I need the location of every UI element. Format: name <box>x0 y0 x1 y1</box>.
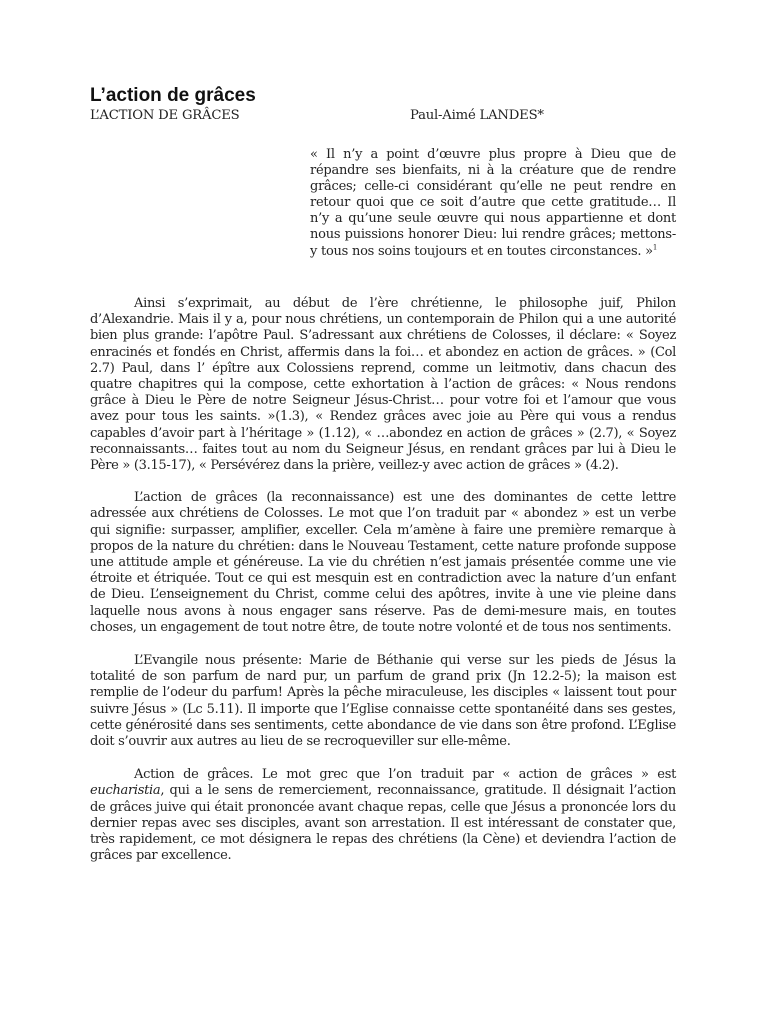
paragraph-2: L’action de grâces (la reconnaissance) est une des dominantes de cette lettre adressée aux chrétiens de Colosses. Le mot que l’on traduit par « abondez » est un verbe qui signifie: surpasser, amplifier, exceller. Cela m’amène à faire une première remarque à propos de la nature du chrétien: dans le Nouveau Testament, cette nature profonde suppose une attitude ample et généreuse. La vie du chrétien n’est jamais présentée comme une vie étroite et étriquée. Tout ce qui est mesquin est en contradiction avec la nature d’un enfant de Dieu. L’enseignement du Christ, comme celui des apôtres, invite à une vie pleine dans laquelle nous avons à nous engager sans réserve. Pas de demi-mesure mais, en toutes choses, un engagement de tout notre être, de toute notre volonté et de tous nos sentiments. <box>90 490 676 635</box>
paragraph-4-start: Action de grâces. Le mot grec que l’on traduit par « action de grâces » est <box>134 767 676 783</box>
body-text <box>90 296 676 881</box>
epigraph-quote <box>310 147 676 260</box>
epigraph-text: « Il n’y a point d’œuvre plus propre à Dieu que de répandre ses bienfaits, ni à la créature que de rendre grâces; celle-ci considérant qu’elle ne peut rendre en retour quoi que ce soit d’autre que cette gratitude… Il n’y a qu’une seule œuvre qui nous appartienne et dont nous puissions honorer Dieu: lui rendre grâces; mettons-y tous nos soins toujours et en toutes circonstances. » <box>310 147 676 259</box>
paragraph-3: L’Evangile nous présente: Marie de Béthanie qui verse sur les pieds de Jésus la totalité de son parfum de nard pur, un parfum de grand prix (Jn 12.2-5); la maison est remplie de l’odeur du parfum! Après la pêche miraculeuse, les disciples « laissent tout pour suivre Jésus » (Lc 5.11). Il importe que l’Eglise connaisse cette spontanéité dans ses gestes, cette générosité dans ses sentiments, cette abondance de vie dans son être profond. L’Eglise doit s’ouvrir aux autres au lieu de se recroqueviller sur elle-même. <box>90 653 676 750</box>
document-title: L’action de grâces <box>90 85 256 106</box>
author-name: Paul-Aimé LANDES* <box>410 108 544 123</box>
subtitle-row <box>90 106 680 126</box>
greek-term: eucharistia <box>90 783 161 799</box>
footnote-marker: 1 <box>652 243 658 252</box>
document-subtitle: L’ACTION DE GRÂCES <box>90 108 240 123</box>
paragraph-4 <box>90 767 676 864</box>
paragraph-1: Ainsi s’exprimait, au début de l’ère chrétienne, le philosophe juif, Philon d’Alexandrie. Mais il y a, pour nous chrétiens, un contemporain de Philon qui a une autorité bien plus grande: l’apôtre Paul. S’adressant aux chrétiens de Colosses, il déclare: « Soyez enracinés et fondés en Christ, affermis dans la foi… et abondez en action de grâces. » (Col 2.7) Paul, dans l’ épître aux Colossiens reprend, comme un leitmotiv, dans chacun des quatre chapitres qui la compose, cette exhortation à l’action de grâces: « Nous rendons grâce à Dieu le Père de notre Seigneur Jésus-Christ… pour votre foi et l’amour que vous avez pour tous les saints. »(1.3), « Rendez grâces avec joie au Père qui vous a rendus capables d’avoir part à l’héritage » (1.12), « …abondez en action de grâces » (2.7), « Soyez reconnaissants… faites tout au nom du Seigneur Jésus, en rendant grâces par lui à Dieu le Père » (3.15-17), « Persévérez dans la prière, veillez-y avec action de grâces » (4.2). <box>90 296 676 474</box>
paragraph-4-end: , qui a le sens de remerciement, reconnaissance, gratitude. Il désignait l’action de grâces juive qui était prononcée avant chaque repas, celle que Jésus a prononcée lors du dernier repas avec ses disciples, avant son arrestation. Il est intéressant de constater que, très rapidement, ce mot désignera le repas des chrétiens (la Cène) et deviendra l’action de grâces par excellence. <box>90 783 676 864</box>
